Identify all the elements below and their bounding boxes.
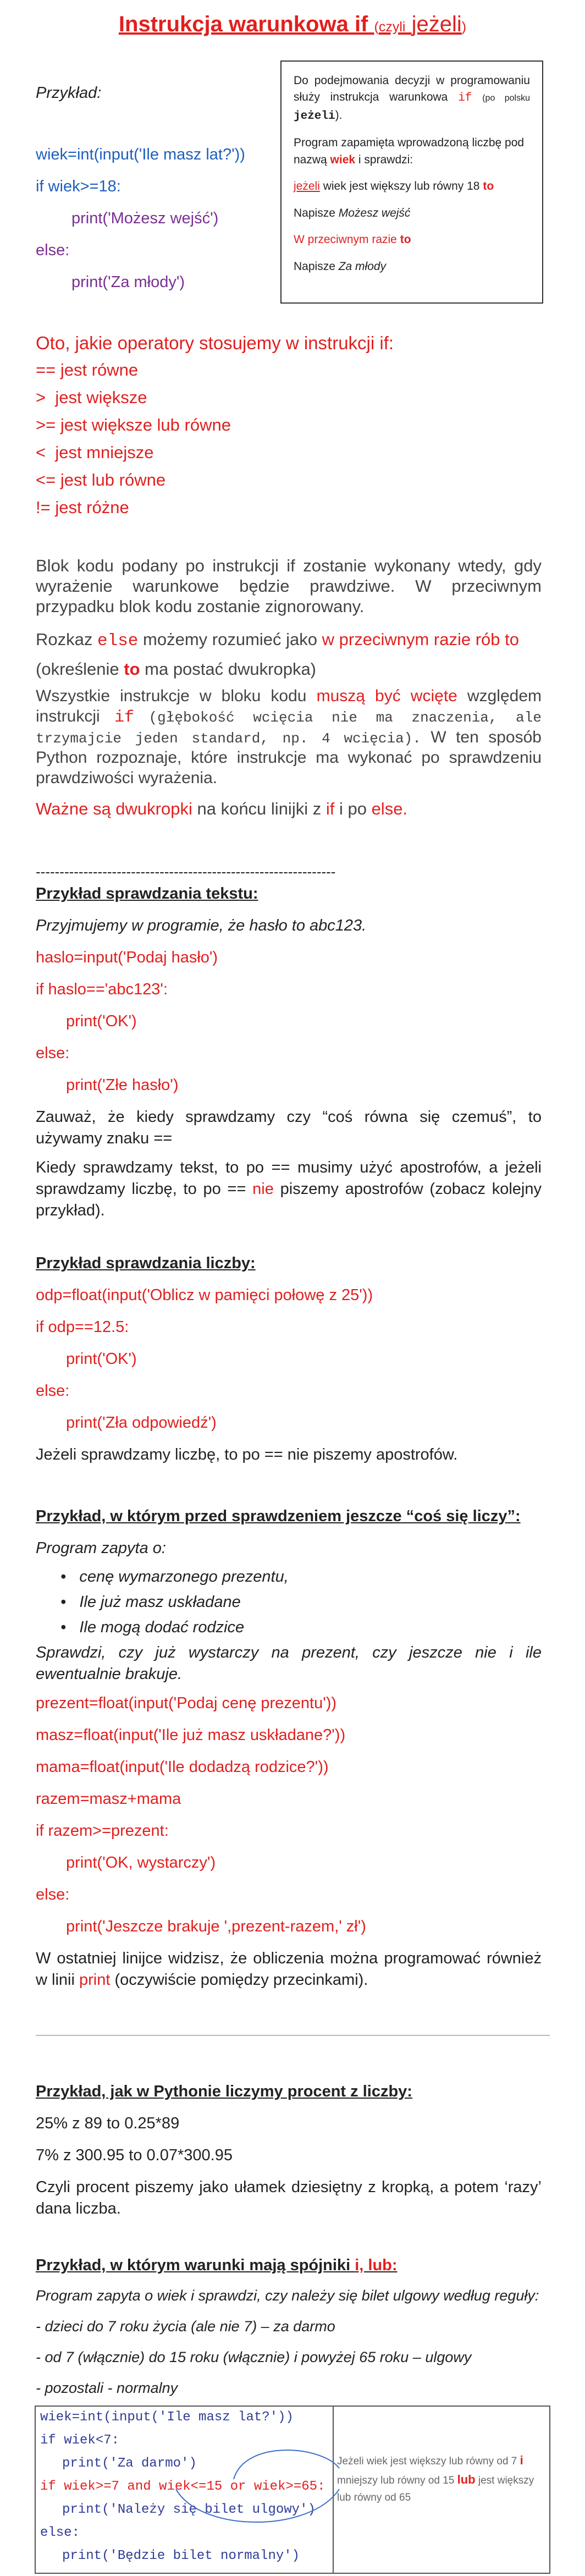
number-check-heading: Przykład sprawdzania liczby: — [36, 1254, 256, 1272]
divider: --------------------------------------------------------------- — [36, 863, 336, 880]
text-check-heading: Przykład sprawdzania tekstu: — [36, 885, 258, 902]
code-line: print('OK, wystarczy') — [66, 1854, 216, 1872]
operator-item: == jest równe — [36, 360, 139, 379]
explanation-p3: Wszystkie instrukcje w bloku kodu muszą być wcięte względem instrukcji if (głębokość wcięcia nie ma znaczenia, ale trzymajcie jeden standard, np. 4 wcięcia). W ten sposób Python rozpoznaje, które instrukcje ma wykonać po sprawdzeniu prawdziwości wyrażenia. — [36, 687, 542, 787]
code-line: print('Jeszcze brakuje ',prezent-razem,' zł') — [66, 1918, 366, 1935]
arrow-curve — [234, 2450, 339, 2479]
percent-line: 25% z 89 to 0.25*89 — [36, 2115, 180, 2132]
code-line: else: — [36, 1382, 70, 1400]
logic-heading: Przykład, w którym warunki mają spójniki i, lub: — [36, 2256, 398, 2274]
code-line: else: — [36, 1886, 70, 1903]
code-line: prezent=float(input('Podaj cenę prezentu')) — [36, 1694, 337, 1712]
code-line: print('Należy się bilet ulgowy') — [62, 2502, 316, 2517]
percent-line: 7% z 300.95 to 0.07*300.95 — [36, 2146, 233, 2164]
logic-intro: Program zapyta o wiek i sprawdzi, czy należy się bilet ulgowy według reguły: — [36, 2287, 539, 2304]
code-line: print('Będzie bilet normalny') — [62, 2549, 300, 2563]
example-label: Przykład: — [36, 84, 102, 102]
logic-rule: - pozostali - normalny — [36, 2380, 178, 2396]
code-line: print('Zła odpowiedź') — [66, 1414, 217, 1432]
operator-item: <= jest lub równe — [36, 470, 166, 489]
operator-item: > jest większe — [36, 388, 147, 407]
calc-check-intro: Program zapyta o: — [36, 1539, 166, 1557]
info-box: Do podejmowania decyzji w programowaniu służy instrukcja warunkowa if (po polsku jeżeli). Program zapamięta wprowadzoną liczbę pod nazwą wiek i sprawdzi: jeżeli wiek jest większy lub równy 18 to Napisze Możesz wejść W przeciwnym razie to Napisze Za młody — [280, 60, 543, 304]
bullet-item: • Ile już masz uskładane — [60, 1593, 241, 1611]
code-line: print('Możesz wejść') — [71, 210, 219, 227]
logic-rule: - dzieci do 7 roku życia (ale nie 7) – za darmo — [36, 2318, 335, 2335]
code-line: print('Za młody') — [71, 273, 185, 291]
explanation-p1: Blok kodu podany po instrukcji if zostanie wykonany wtedy, gdy wyrażenie warunkowe będzie prawdziwe. W przeciwnym przypadku blok kodu zostanie zignorowany. — [36, 556, 542, 617]
code-line: wiek=int(input('Ile masz lat?')) — [40, 2410, 294, 2425]
code-line: if razem>=prezent: — [36, 1822, 169, 1840]
page-title: Instrukcja warunkowa if (czyli jeżeli) — [118, 12, 467, 36]
annotation-arrow-svg — [36, 2407, 549, 2573]
explanation-p4: Ważne są dwukropki na końcu linijki z if i po else. — [36, 799, 408, 818]
text-check-note2: Kiedy sprawdzamy tekst, to po == musimy użyć apostrofów, a jeżeli sprawdzamy liczbę, to po == nie piszemy apostrofów (zobacz kolejny przykład). — [36, 1159, 542, 1220]
calc-check-after: Sprawdzi, czy już wystarczy na prezent, czy jeszcze nie i ile ewentualnie brakuje. — [36, 1644, 542, 1683]
code-line: if odp==12.5: — [36, 1318, 129, 1336]
code-line: if wiek<7: — [40, 2433, 120, 2448]
operator-item: != jest różne — [36, 498, 129, 517]
explanation-p2: Rozkaz else możemy rozumieć jako w przeciwnym razie rób to — [36, 630, 519, 651]
percent-heading: Przykład, jak w Pythonie liczymy procent z liczby: — [36, 2083, 412, 2100]
code-line: print('Złe hasło') — [66, 1076, 179, 1094]
code-line: if wiek>=18: — [36, 178, 121, 195]
operators-heading: Oto, jakie operatory stosujemy w instrukcji if: — [36, 333, 394, 353]
code-line: else: — [40, 2525, 80, 2540]
operator-item: < jest mniejsze — [36, 443, 154, 462]
code-line: else: — [36, 241, 70, 259]
code-line: masz=float(input('Ile już masz uskładane?')) — [36, 1726, 346, 1744]
logic-code-table — [35, 2406, 550, 2574]
percent-note: Czyli procent piszemy jako ułamek dziesiętny z kropką, a potem ‘razy’ dana liczba. — [36, 2178, 542, 2218]
bullet-item: • Ile mogą dodać rodzice — [60, 1619, 245, 1636]
operator-item: >= jest większe lub równe — [36, 415, 231, 434]
logic-explanation: Jeżeli wiek jest większy lub równy od 7 i mniejszy lub równy od 15 lub jest większy lub równy od 65 — [337, 2453, 534, 2503]
code-line: print('OK') — [66, 1012, 137, 1030]
horizontal-rule — [36, 2035, 550, 2036]
number-check-note: Jeżeli sprawdzamy liczbę, to po == nie piszemy apostrofów. — [36, 1446, 458, 1463]
code-line: wiek=int(input('Ile masz lat?')) — [36, 146, 245, 163]
code-line: razem=masz+mama — [36, 1790, 181, 1808]
code-line: print('Za darmo') — [62, 2456, 197, 2471]
logic-rule: - od 7 (włącznie) do 15 roku (włącznie) i powyżej 65 roku – ulgowy — [36, 2349, 472, 2365]
explanation-p2b: (określenie to ma postać dwukropka) — [36, 659, 317, 679]
calc-check-note: W ostatniej linijce widzisz, że obliczenia można programować również w linii print (oczywiście pomiędzy przecinkami). — [36, 1950, 542, 1989]
calc-check-heading: Przykład, w którym przed sprawdzeniem jeszcze “coś się liczy”: — [36, 1507, 521, 1525]
arrow-curve — [176, 2489, 339, 2522]
code-line: odp=float(input('Oblicz w pamięci połowę z 25')) — [36, 1286, 373, 1304]
text-check-intro: Przyjmujemy w programie, że hasło to abc123. — [36, 917, 367, 934]
code-line: else: — [36, 1044, 70, 1062]
code-line: print('OK') — [66, 1350, 137, 1368]
text-check-note1: Zauważ, że kiedy sprawdzamy czy “coś równa się czemuś”, to używamy znaku == — [36, 1108, 542, 1148]
code-line: if wiek>=7 and wiek<=15 or wiek>=65: — [40, 2479, 325, 2494]
bullet-item: • cenę wymarzonego prezentu, — [60, 1568, 289, 1586]
code-line: mama=float(input('Ile dodadzą rodzice?')) — [36, 1758, 329, 1776]
code-line: if haslo=='abc123': — [36, 981, 168, 998]
code-line: haslo=input('Podaj hasło') — [36, 949, 218, 966]
